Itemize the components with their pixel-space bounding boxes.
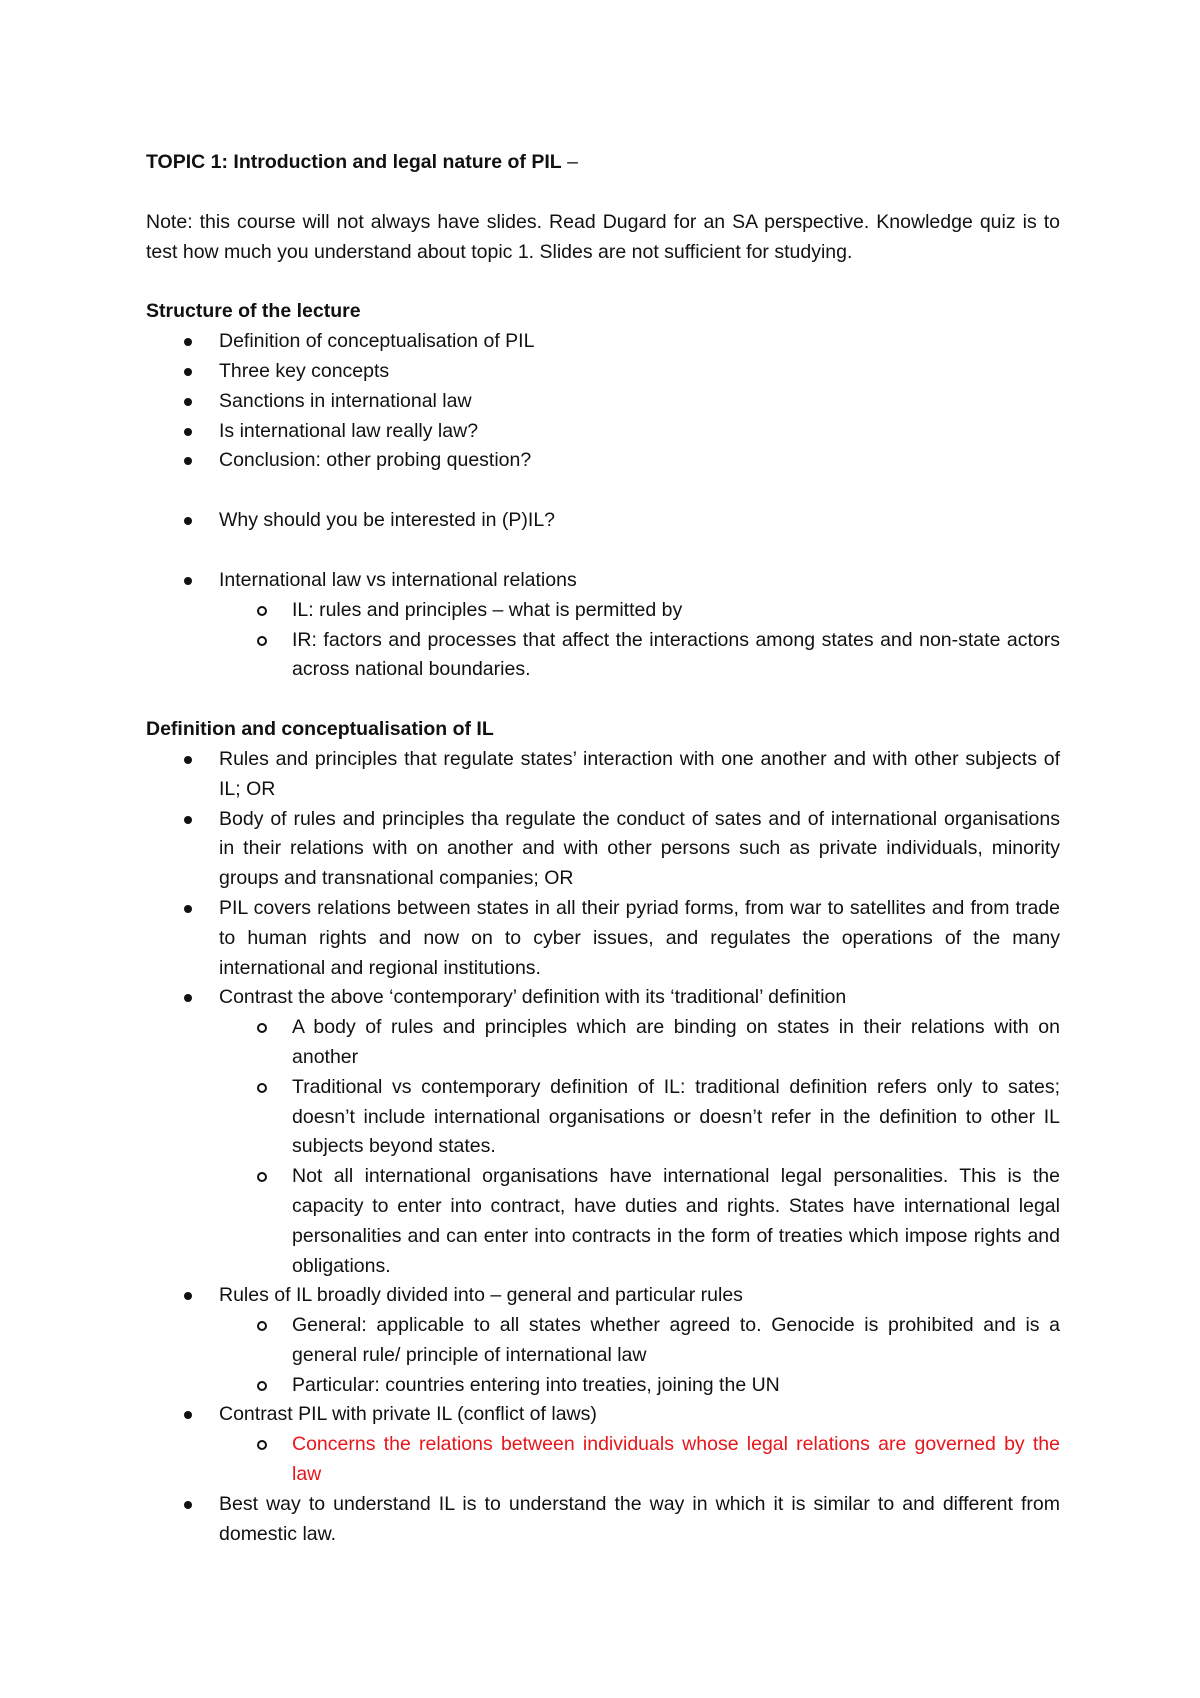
bullet-icon <box>184 368 192 376</box>
sub-list-item: IR: factors and processes that affect the interactions among states and non-state actors across national boundaries. <box>219 626 1060 686</box>
list-item: Definition of conceptualisation of PIL <box>146 327 1060 357</box>
bullet-icon <box>184 1501 192 1509</box>
sub-list-item-highlighted <box>219 1430 1060 1490</box>
circle-bullet-icon <box>257 1083 267 1093</box>
course-note: Note: this course will not always have slides. Read Dugard for an SA perspective. Knowledge quiz is to test how much you understand about topic 1. Slides are not sufficient for studying. <box>146 210 1060 263</box>
bullet-icon <box>184 1411 192 1419</box>
circle-bullet-icon <box>257 1172 267 1182</box>
list-item: Rules and principles that regulate states’ interaction with one another and with other subjects of IL; OR <box>146 745 1060 805</box>
list-item: Is international law really law? <box>146 417 1060 447</box>
circle-bullet-icon <box>257 1321 267 1331</box>
circle-bullet-icon <box>257 636 267 646</box>
list-item: Sanctions in international law <box>146 387 1060 417</box>
circle-bullet-icon <box>257 1440 267 1450</box>
bullet-icon <box>184 994 192 1002</box>
sub-list-item: A body of rules and principles which are binding on states in their relations with on another <box>219 1013 1060 1073</box>
list-item: Conclusion: other probing question? <box>146 446 1060 476</box>
bullet-icon <box>184 398 192 406</box>
bullet-icon <box>184 1292 192 1300</box>
bullet-icon <box>184 577 192 585</box>
structure-heading: Structure of the lecture <box>146 300 361 323</box>
bullet-icon <box>184 756 192 764</box>
list-item: Body of rules and principles tha regulate the conduct of sates and of international organisations in their relations with on another and with other persons such as private individuals, minority groups and transnational companies; OR <box>146 805 1060 894</box>
highlighted-text: Concerns the relations between individuals whose legal relations are governed by the law <box>292 1433 1060 1486</box>
circle-bullet-icon <box>257 1023 267 1033</box>
page-title <box>146 148 1060 178</box>
title-bold: TOPIC 1: Introduction and legal nature of PIL <box>146 151 562 173</box>
sub-list <box>219 596 1060 685</box>
sub-list-item: General: applicable to all states whether agreed to. Genocide is prohibited and is a general rule/ principle of international law <box>219 1311 1060 1371</box>
list-item: Three key concepts <box>146 357 1060 387</box>
bullet-icon <box>184 905 192 913</box>
sub-list <box>219 1311 1060 1400</box>
list-item: International law vs international relations IL: rules and principles – what is permitted by IR: factors and processes that affect the interactions among states and non-state actors across national boundaries. <box>146 566 1060 685</box>
bullet-icon <box>184 517 192 525</box>
list-item: PIL covers relations between states in all their pyriad forms, from war to satellites and from trade to human rights and now on to cyber issues, and regulates the operations of the many international and regional institutions. <box>146 894 1060 983</box>
circle-bullet-icon <box>257 1381 267 1391</box>
circle-bullet-icon <box>257 606 267 616</box>
sub-list <box>219 1013 1060 1281</box>
sub-list-item: IL: rules and principles – what is permitted by <box>219 596 1060 626</box>
list-item: Contrast PIL with private IL (conflict of laws) Concerns the relations between individuals whose legal relations are governed by the law <box>146 1400 1060 1489</box>
bullet-icon <box>184 338 192 346</box>
sub-list-item: Not all international organisations have international legal personalities. This is the capacity to enter into contract, have duties and rights. States have international legal personalities and can enter into contracts in the form of treaties which impose rights and obligations. <box>219 1162 1060 1281</box>
title-dash: – <box>561 151 578 173</box>
structure-list <box>146 327 1060 685</box>
bullet-icon <box>184 816 192 824</box>
list-item: Rules of IL broadly divided into – general and particular rules General: applicable to all states whether agreed to. Genocide is prohibited and is a general rule/ principle of international law Particular: countries entering into treaties, joining the UN <box>146 1281 1060 1400</box>
definition-heading: Definition and conceptualisation of IL <box>146 718 494 741</box>
list-item: Contrast the above ‘contemporary’ definition with its ‘traditional’ definition A body of rules and principles which are binding on states in their relations with on another Traditional vs contemporary definition of IL: traditional definition refers only to sates; doesn’t include international organisations or doesn’t refer in the definition to other IL subjects beyond states. Not all international organisations have international legal personalities. This is the capacity to enter into contract, have duties and rights. States have international legal personalities and can enter into contracts in the form of treaties which impose rights and obligations. <box>146 983 1060 1281</box>
bullet-icon <box>184 457 192 465</box>
sub-list-item: Particular: countries entering into treaties, joining the UN <box>219 1371 1060 1401</box>
bullet-icon <box>184 428 192 436</box>
document-content <box>146 148 1060 1549</box>
list-item: Why should you be interested in (P)IL? <box>146 506 1060 536</box>
sub-list-item: Traditional vs contemporary definition of IL: traditional definition refers only to sates; doesn’t include international organisations or doesn’t refer in the definition to other IL subjects beyond states. <box>219 1073 1060 1162</box>
list-item: Best way to understand IL is to understand the way in which it is similar to and different from domestic law. <box>146 1490 1060 1550</box>
definition-list <box>146 745 1060 1550</box>
sub-list <box>219 1430 1060 1490</box>
